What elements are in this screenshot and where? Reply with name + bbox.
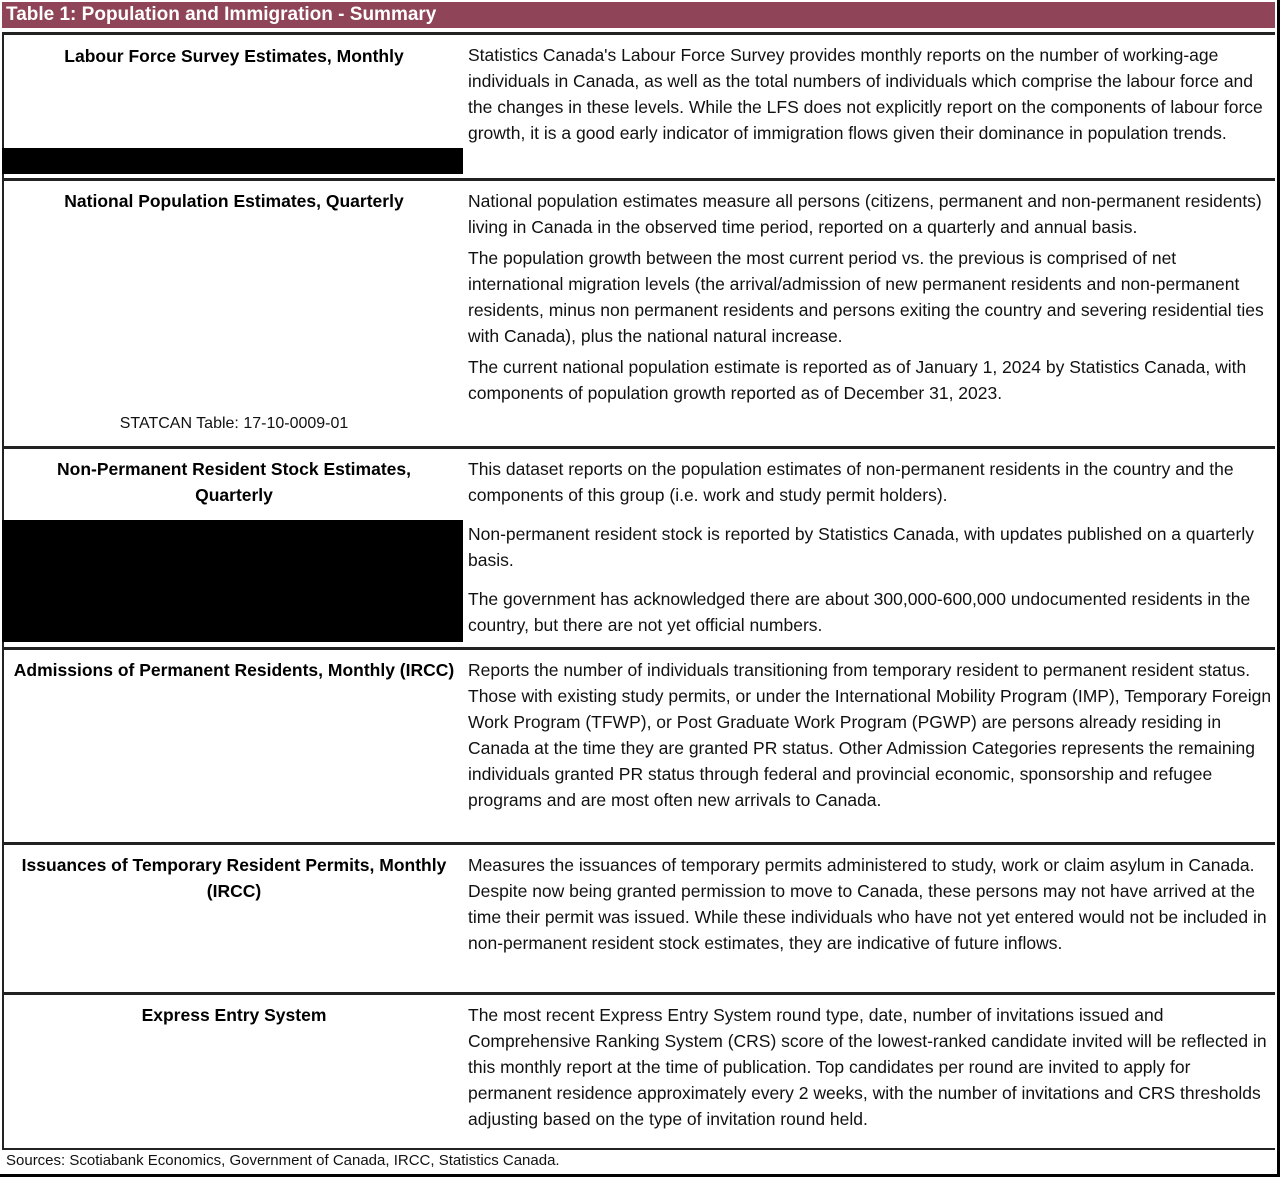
description-paragraph: The population growth between the most current period vs. the previous is comprised of net international migration levels (the arrival/admission of new permanent residents and non-permanent residents, minus non permanent residents and persons exiting the country and severing residential ties with Canada), plus the national natural increase. bbox=[468, 248, 1264, 346]
row-label: Issuances of Temporary Resident Permits, Monthly (IRCC) bbox=[21, 855, 447, 901]
description-paragraph: Reports the number of individuals transitioning from temporary resident to permanent resident status. Those with existing study permits, or under the International Mobility Program (IMP), Temporary Foreign Work Program (TFWP), or Post Graduate Work Program (PGWP) are persons already residing in Canada at the time they are granted PR status. Other Admission Categories represents the remaining individuals granted PR status through federal and provincial economic, sponsorship and refugee programs and are most often new arrivals to Canada. bbox=[468, 660, 1272, 810]
description-paragraph: The most recent Express Entry System round type, date, number of invitations issued and Comprehensive Ranking System (CRS) score of the lowest-ranked candidate invited will be reflected in this monthly report at the time of publication. Top candidates per round are invited to apply for permanent residence approximately every 2 weeks, with the number of invitations and CRS thresholds adjusting based on the type of invitation round held. bbox=[468, 1005, 1267, 1129]
table-row-express-entry bbox=[2, 995, 1275, 1148]
description-paragraph: The government has acknowledged there are about 300,000-600,000 undocumented residents in the country, but there are not yet official numbers. bbox=[468, 589, 1251, 635]
row-border bbox=[2, 181, 4, 446]
table-row-pr-admissions bbox=[2, 650, 1275, 845]
row-description bbox=[468, 1002, 1276, 1137]
row-label: Express Entry System bbox=[141, 1005, 327, 1025]
statcan-table-note: STATCAN Table: 17-10-0009-01 bbox=[119, 415, 349, 432]
row-description bbox=[468, 456, 1276, 643]
table-title: Table 1: Population and Immigration - Summary bbox=[2, 2, 1275, 28]
table-row-national-population bbox=[2, 181, 1275, 449]
row-label: Admissions of Permanent Residents, Monthly (IRCC) bbox=[13, 660, 455, 680]
row-description bbox=[468, 657, 1276, 818]
description-paragraph: This dataset reports on the population estimates of non-permanent residents in the country and the components of this group (i.e. work and study permit holders). bbox=[468, 459, 1234, 505]
row-label: Labour Force Survey Estimates, Monthly bbox=[64, 46, 404, 66]
description-paragraph: Statistics Canada's Labour Force Survey provides monthly reports on the number of working-age individuals in Canada, as well as the total numbers of individuals which comprise the labour force and the changes in these levels. While the LFS does not explicitly report on the components of labour force growth, it is a good early indicator of immigration flows given their dominance in population trends. bbox=[468, 45, 1263, 143]
description-paragraph: The current national population estimate is reported as of January 1, 2024 by Statistics Canada, with components of population growth reported as of December 31, 2023. bbox=[468, 357, 1247, 403]
row-label: National Population Estimates, Quarterly bbox=[64, 191, 404, 211]
table-row-non-permanent-resident bbox=[2, 449, 1275, 650]
row-description bbox=[468, 42, 1276, 151]
table-row-labour-force-survey bbox=[2, 35, 1275, 181]
description-paragraph: Non-permanent resident stock is reported by Statistics Canada, with updates published on a quarterly basis. bbox=[468, 524, 1254, 570]
description-paragraph: National population estimates measure all persons (citizens, permanent and non-permanent residents) living in Canada in the observed time period, reported on a quarterly and annual basis. bbox=[468, 191, 1262, 237]
table-row-temporary-permits bbox=[2, 845, 1275, 995]
sources-footnote: Sources: Scotiabank Economics, Government of Canada, IRCC, Statistics Canada. bbox=[2, 1148, 1275, 1174]
row-description bbox=[468, 188, 1276, 411]
redacted-block bbox=[2, 520, 463, 642]
row-label: Non-Permanent Resident Stock Estimates, Quarterly bbox=[57, 459, 411, 505]
redacted-block bbox=[2, 148, 463, 174]
row-description bbox=[468, 852, 1276, 961]
description-paragraph: Measures the issuances of temporary permits administered to study, work or claim asylum in Canada. Despite now being granted permission to move to Canada, these persons may not have arrived at the time their permit was issued. While these individuals who have not yet entered would not be included in non-permanent resident stock estimates, they are indicative of future inflows. bbox=[468, 855, 1267, 953]
